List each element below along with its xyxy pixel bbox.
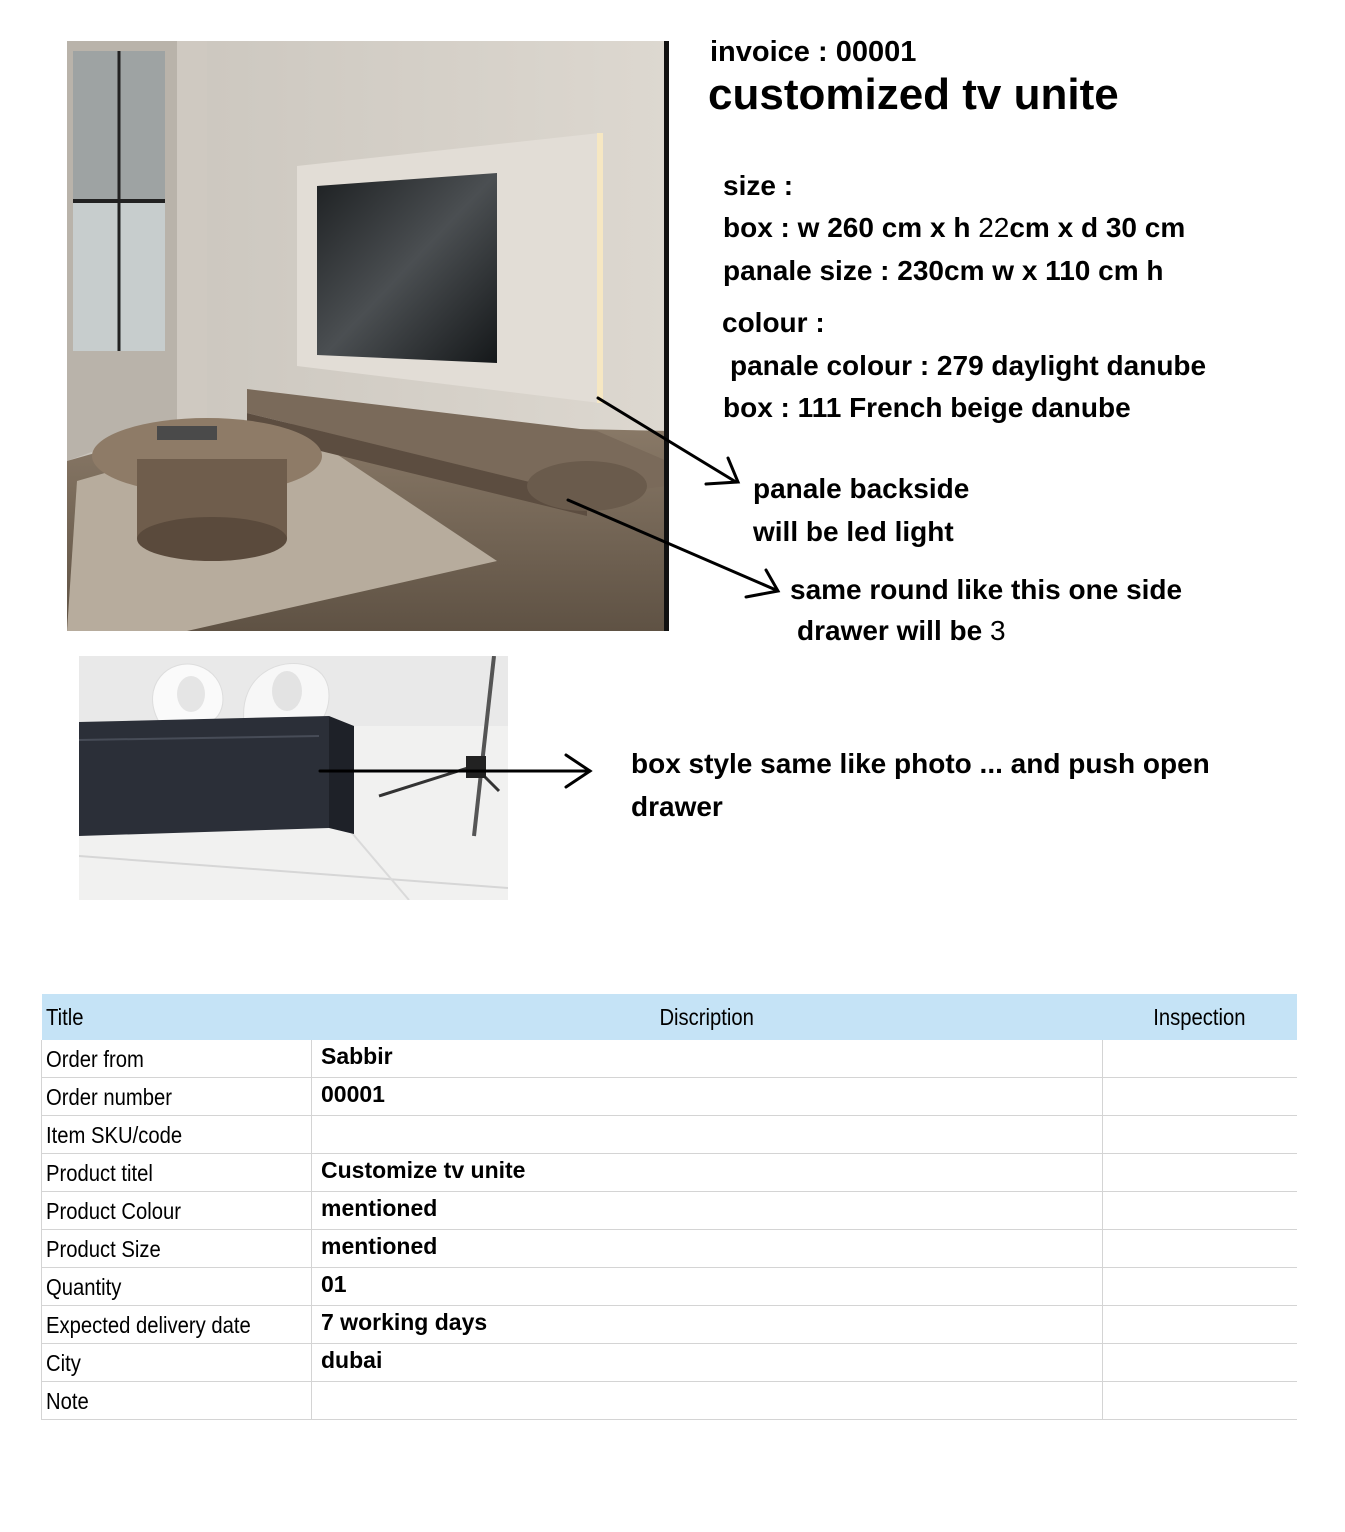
table-row	[42, 1116, 1297, 1154]
room-reference-photo	[67, 41, 669, 631]
row-inspection	[1103, 1382, 1297, 1420]
row-title: Product Colour	[42, 1192, 312, 1230]
table-row	[42, 1382, 1297, 1420]
box-dimensions-depth: 30 cm	[1105, 212, 1186, 243]
column-header-description: Discription	[312, 994, 1103, 1040]
column-header-title: Title	[42, 994, 312, 1040]
row-description: Customize tv unite	[312, 1154, 1103, 1192]
round-note-line1: same round like this one side	[790, 574, 1183, 605]
size-label: size :	[723, 170, 794, 201]
row-inspection	[1103, 1192, 1297, 1230]
row-inspection	[1103, 1230, 1297, 1268]
box-dimensions-width: box : w 260 cm x h	[723, 212, 971, 243]
row-inspection	[1103, 1078, 1297, 1116]
table-row	[42, 1230, 1297, 1268]
row-title: Quantity	[42, 1268, 312, 1306]
arrow-box-style-head	[566, 755, 590, 787]
table-row	[42, 1154, 1297, 1192]
row-inspection	[1103, 1344, 1297, 1382]
row-title: Note	[42, 1382, 312, 1420]
row-title: Product titel	[42, 1154, 312, 1192]
row-description: mentioned	[312, 1230, 1103, 1268]
box-style-note-line1: box style same like photo ... and push open	[631, 748, 1210, 779]
row-inspection	[1103, 1268, 1297, 1306]
row-description: 7 working days	[312, 1306, 1103, 1344]
order-details-table	[41, 994, 1297, 1420]
led-note-line1: panale backside	[753, 473, 970, 504]
row-inspection	[1103, 1116, 1297, 1154]
row-inspection	[1103, 1306, 1297, 1344]
table-header-row	[42, 994, 1297, 1040]
table-row	[42, 1040, 1297, 1078]
box-style-note-line2: drawer	[631, 791, 723, 822]
document-title: customized tv unite	[708, 70, 1119, 119]
invoice-number: invoice : 00001	[710, 36, 917, 68]
box-dimensions-height: 22	[978, 212, 1010, 243]
colour-label: colour :	[722, 307, 825, 338]
row-inspection	[1103, 1040, 1297, 1078]
drawer-style-reference-photo	[79, 656, 508, 900]
row-description: 01	[312, 1268, 1103, 1306]
row-description: mentioned	[312, 1192, 1103, 1230]
row-description	[312, 1116, 1103, 1154]
box-colour: box : 111 French beige danube	[723, 392, 1131, 423]
table-row	[42, 1192, 1297, 1230]
row-title: Expected delivery date	[42, 1306, 312, 1344]
row-title: Item SKU/code	[42, 1116, 312, 1154]
drawer-count: 3	[989, 615, 1006, 646]
table-row	[42, 1268, 1297, 1306]
table-row	[42, 1344, 1297, 1382]
arrow-round-head	[746, 570, 778, 597]
table-row	[42, 1078, 1297, 1116]
row-inspection	[1103, 1154, 1297, 1192]
row-description: 00001	[312, 1078, 1103, 1116]
box-dimensions	[723, 211, 1185, 245]
row-description: dubai	[312, 1344, 1103, 1382]
round-note-text: drawer will be	[797, 615, 983, 646]
row-title: Order from	[42, 1040, 312, 1078]
row-title: Order number	[42, 1078, 312, 1116]
column-header-inspection: Inspection	[1103, 994, 1297, 1040]
row-description: Sabbir	[312, 1040, 1103, 1078]
row-title: City	[42, 1344, 312, 1382]
box-dimensions-depth-label: cm x d	[1009, 212, 1099, 243]
arrow-led-head	[706, 458, 738, 484]
panel-size: panale size : 230cm w x 110 cm h	[723, 255, 1164, 286]
row-description	[312, 1382, 1103, 1420]
led-note-line2: will be led light	[753, 516, 954, 547]
round-note-line2	[797, 614, 1006, 648]
row-title: Product Size	[42, 1230, 312, 1268]
table-row	[42, 1306, 1297, 1344]
panel-colour: panale colour : 279 daylight danube	[730, 350, 1207, 381]
